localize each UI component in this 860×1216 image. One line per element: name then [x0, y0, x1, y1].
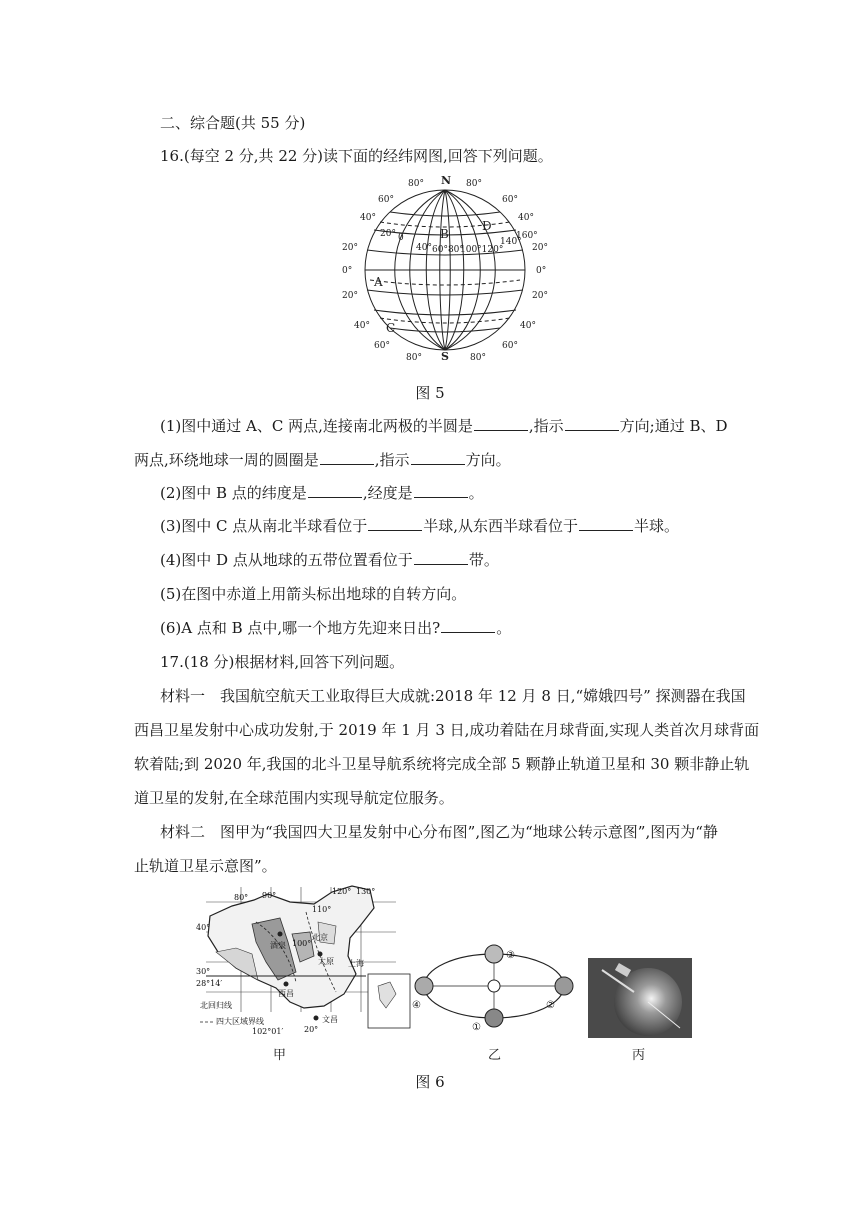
- earth-position-4: [415, 977, 433, 995]
- lat-60-label: 60°: [502, 341, 518, 351]
- wenchang-label: 文昌: [322, 1015, 338, 1024]
- earth-position-2: [555, 977, 573, 995]
- point-b-label: B: [440, 227, 449, 241]
- lat-20-label: 20°: [342, 243, 358, 253]
- orbit-label-3: ③: [506, 950, 515, 961]
- map-lon-102: 102°01′: [252, 1027, 284, 1036]
- globe-graticule-figure: [330, 172, 560, 360]
- lat-40-label: 40°: [354, 321, 370, 331]
- lat-60-label: 60°: [374, 341, 390, 351]
- jiuquan-marker: [278, 932, 283, 937]
- earth-position-1: [485, 1009, 503, 1027]
- wenchang-marker: [314, 1016, 319, 1021]
- region-line-legend-label: 四大区域界线: [216, 1017, 264, 1026]
- south-pole-label: S: [441, 350, 449, 360]
- jiuquan-label: 酒泉: [270, 941, 286, 950]
- q16-part3: (3)图中 C 点从南北半球看位于 半球,从东西半球看位于 半球。: [160, 517, 680, 535]
- orbit-label-2: ②: [546, 1000, 555, 1011]
- map-lon-120: 120°: [332, 887, 352, 896]
- lon-60-80-label: 60°80°: [432, 245, 464, 255]
- map-lat-28: 28°14′: [196, 979, 223, 988]
- lon-160-label: 160°: [516, 231, 538, 241]
- answer-blank[interactable]: [474, 416, 528, 431]
- answer-blank[interactable]: [441, 618, 495, 633]
- lat-40-label: 40°: [518, 213, 534, 223]
- sun-icon: [488, 980, 500, 992]
- q16-part6: (6)A 点和 B 点中,哪一个地方先迎来日出? 。: [160, 619, 512, 637]
- orbit-label-1: ①: [472, 1022, 481, 1033]
- lon-20-label: 20°: [380, 229, 396, 239]
- q17-material1-line2: 西昌卫星发射中心成功发射,于 2019 年 1 月 3 日,成功着陆在月球背面,实现人类首次月球背面: [134, 721, 760, 739]
- taiyuan-marker: [318, 952, 323, 957]
- lat-80-label: 80°: [466, 179, 482, 189]
- q16-part1-line1: (1)图中通过 A、C 两点,连接南北两极的半圆是 ,指示 方向;通过 B、D: [160, 417, 728, 435]
- lon-140-label: 140°: [500, 237, 522, 247]
- q16-stem: 16.(每空 2 分,共 22 分)读下面的经纬网图,回答下列问题。: [160, 147, 553, 165]
- lat-0-label: 0°: [536, 266, 547, 276]
- q17-material2-line1: 材料二 图甲为“我国四大卫星发射中心分布图”,图乙为“地球公转示意图”,图丙为“静: [160, 823, 718, 841]
- q17-material1-line4: 道卫星的发射,在全球范围内实现导航定位服务。: [134, 789, 454, 807]
- answer-blank[interactable]: [411, 450, 465, 465]
- map-lat-40: 40°: [196, 923, 211, 932]
- lat-80-label: 80°: [408, 179, 424, 189]
- q17-material1-line1: 材料一 我国航空航天工业取得巨大成就:2018 年 12 月 8 日,“嫦娥四号” 探测器在我国: [160, 687, 746, 705]
- lat-80-label: 80°: [470, 353, 486, 360]
- q16-part2: (2)图中 B 点的纬度是 ,经度是 。: [160, 484, 484, 502]
- tropic-legend-label: 北回归线: [200, 1001, 232, 1010]
- earth-revolution-diagram: [410, 940, 578, 1034]
- geostationary-satellite-image: [588, 958, 692, 1038]
- point-c-label: C: [386, 321, 396, 335]
- lat-80-label: 80°: [406, 353, 422, 360]
- q16-part1-line2: 两点,环绕地球一周的圆圈是 ,指示 方向。: [134, 451, 511, 469]
- lat-20-label: 20°: [532, 291, 548, 301]
- beijing-label: 北京: [312, 933, 328, 942]
- answer-blank[interactable]: [565, 416, 619, 431]
- lon-40-label: 40°: [416, 243, 432, 253]
- map-lon-110: 110°: [312, 905, 332, 914]
- section-title: 二、综合题(共 55 分): [160, 114, 306, 132]
- lat-20-label: 20°: [532, 243, 548, 253]
- q16-part5: (5)在图中赤道上用箭头标出地球的自转方向。: [160, 585, 467, 603]
- subfigure-bing-label: 丙: [632, 1048, 646, 1063]
- xichang-marker: [284, 982, 289, 987]
- q17-stem: 17.(18 分)根据材料,回答下列问题。: [160, 653, 405, 671]
- lat-20-label: 20°: [342, 291, 358, 301]
- map-lon-130: 130°: [356, 887, 376, 896]
- lat-60-label: 60°: [378, 195, 394, 205]
- earth-position-3: [485, 945, 503, 963]
- answer-blank[interactable]: [414, 550, 468, 565]
- shanghai-label: 上海: [348, 959, 364, 968]
- north-pole-label: N: [441, 174, 452, 187]
- lat-40-label: 40°: [360, 213, 376, 223]
- q17-material1-line3: 软着陆;到 2020 年,我国的北斗卫星导航系统将完成全部 5 颗静止轨道卫星和 30 颗非静止轨: [134, 755, 750, 773]
- answer-blank[interactable]: [579, 516, 633, 531]
- figure-6-caption: 图 6: [415, 1073, 445, 1091]
- orbit-label-4: ④: [412, 1000, 421, 1011]
- answer-blank[interactable]: [414, 483, 468, 498]
- q17-material2-line2: 止轨道卫星示意图”。: [134, 857, 277, 875]
- map-lon-100: 100°: [292, 939, 312, 948]
- taiyuan-label: 太原: [318, 957, 334, 966]
- lat-60-label: 60°: [502, 195, 518, 205]
- subfigure-yi-label: 乙: [488, 1048, 502, 1063]
- q16-part4: (4)图中 D 点从地球的五带位置看位于 带。: [160, 551, 499, 569]
- lat-40-label: 40°: [520, 321, 536, 331]
- xichang-label: 西昌: [278, 989, 294, 998]
- map-lon-90: 90°: [262, 891, 277, 900]
- answer-blank[interactable]: [368, 516, 422, 531]
- subfigure-jia-label: 甲: [273, 1048, 287, 1063]
- answer-blank[interactable]: [320, 450, 374, 465]
- map-lat-30: 30°: [196, 967, 211, 976]
- china-launch-centers-map: [196, 882, 416, 1040]
- figure-5-caption: 图 5: [415, 384, 445, 402]
- map-lon-80: 80°: [234, 893, 249, 902]
- lon-0-label: 0: [398, 233, 404, 243]
- point-d-label: D: [482, 219, 492, 233]
- lat-0-label: 0°: [342, 266, 353, 276]
- point-a-label: A: [374, 275, 383, 289]
- lon-100-120-label: 100°120°: [460, 245, 504, 255]
- answer-blank[interactable]: [308, 483, 362, 498]
- map-lat-20: 20°: [304, 1025, 319, 1034]
